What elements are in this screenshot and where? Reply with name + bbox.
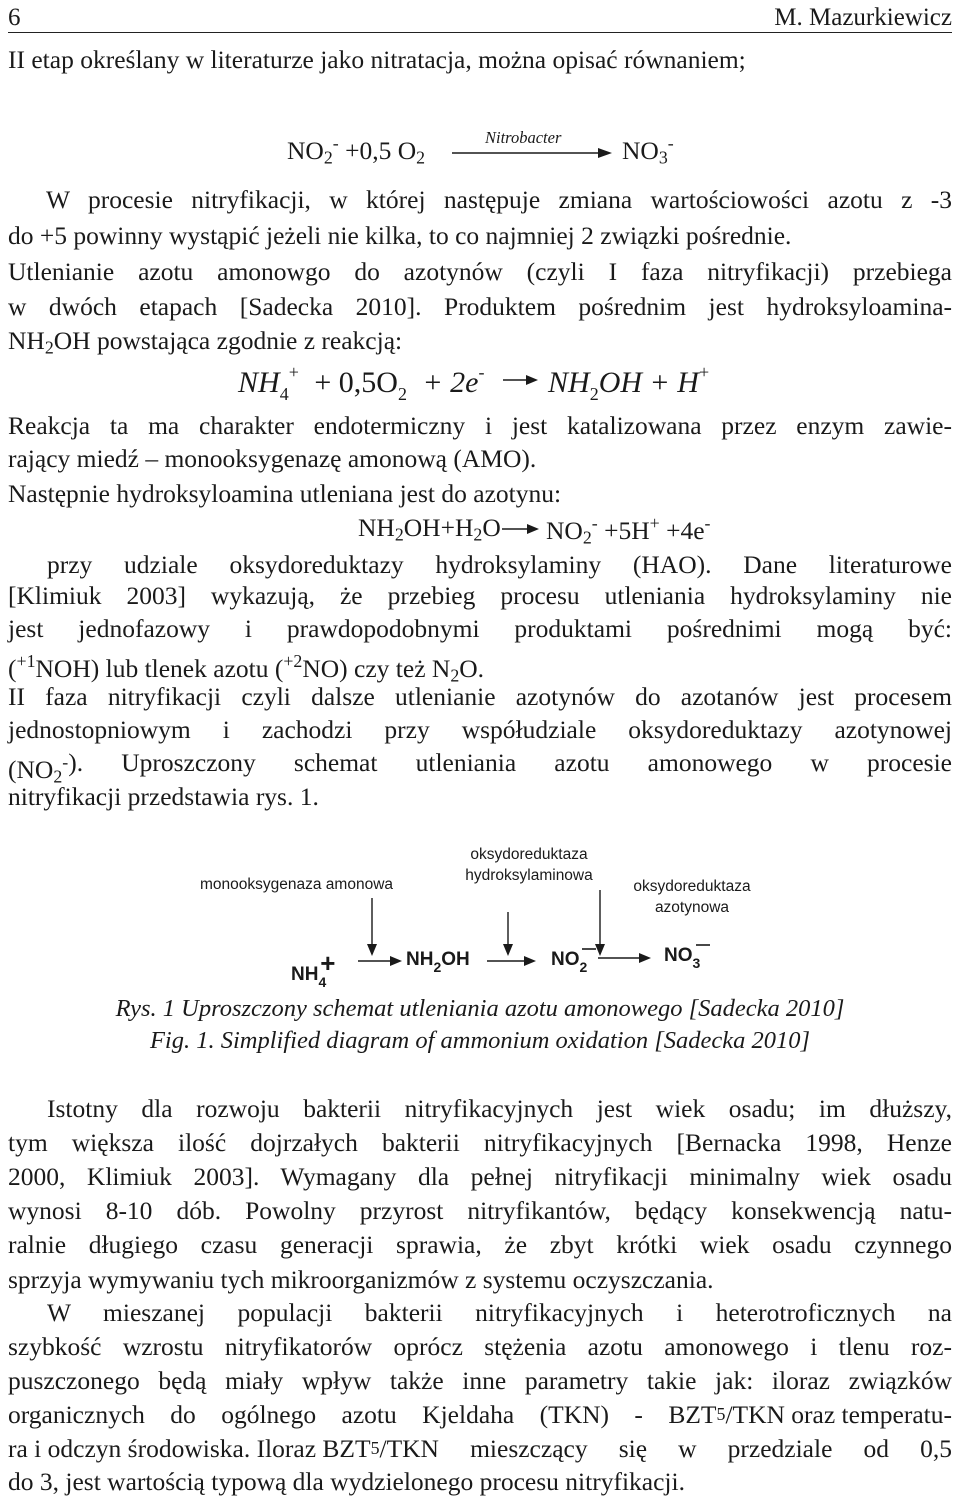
text-line: ralnie długiego czasu generacji sprawia, że zbyt krótki wiek osadu czynnego xyxy=(8,1230,952,1259)
text-span: O. xyxy=(459,653,485,683)
text-line: rający miedź – monooksygenazę amonową (AMO). xyxy=(8,444,537,473)
text-line: tym większa ilość dojrzałych bakterii nitryfikacyjnych [Bernacka 1998, Henze xyxy=(8,1128,952,1157)
text-line xyxy=(8,1399,952,1430)
text-line: do +5 powinny wystąpić jeżeli nie kilka, to co najmniej 2 związki pośrednie. xyxy=(8,221,792,250)
eq-sub: 3 xyxy=(658,147,668,168)
text-line: Utlenianie azotu amonowgo do azotynów (czyli I faza nitryfikacji) przebiega xyxy=(8,257,952,286)
chem-text: OH xyxy=(441,949,470,970)
eq-sup: + xyxy=(698,362,710,382)
eq-term: + 2e xyxy=(422,366,479,399)
figure-caption-en: Fig. 1. Simplified diagram of ammonium oxidation [Sadecka 2010] xyxy=(149,1027,811,1054)
eq-sup: - xyxy=(478,362,485,382)
chem-sub: 2 xyxy=(450,665,460,686)
text-line: szybkość wzrostu nitryfikatorów oprócz stężenia azotu amonowego i tlenu roz- xyxy=(8,1332,952,1361)
chem-sup: +2 xyxy=(283,651,303,671)
text-line: jest jednofazowy i prawdopodobnymi produktami pośrednimi mogą być: xyxy=(8,614,952,643)
text-line: II faza nitryfikacji czyli dalsze utlenianie azotynów do azotanów jest procesem xyxy=(8,682,952,711)
eq-sup: + xyxy=(288,362,299,382)
eq-term: OH + H xyxy=(598,366,699,399)
eq-term: NH xyxy=(548,366,590,399)
enzyme-label-line: azotynowa xyxy=(654,899,730,916)
enzyme-label-line: oksydoreduktaza xyxy=(633,878,751,895)
text-line: W procesie nitryfikacji, w której następuje zmiana wartościowości azotu z -3 xyxy=(46,185,952,214)
eq-sup: - xyxy=(704,513,711,533)
eq-term: O xyxy=(482,513,501,542)
eq-term: +0,5 O xyxy=(345,135,417,165)
text-line: sprzyja wymywaniu tych mikroorganizmów z systemu oczyszczania. xyxy=(8,1265,714,1294)
text-span: ( xyxy=(8,653,17,683)
eq-term: + 0,5O xyxy=(314,366,398,399)
chem-sub: 5 xyxy=(370,1438,380,1458)
eq-sub: 2 xyxy=(397,384,407,404)
text-line: w dwóch etapach [Sadecka 2010]. Produktem pośrednim jest hydroksyloamina- xyxy=(8,292,952,321)
eq-sub: 2 xyxy=(582,527,592,548)
text-line: przy udziale oksydoreduktazy hydroksylaminy (HAO). Dane literaturowe xyxy=(47,550,952,579)
figure-caption-pl: Rys. 1 Uproszczony schemat utleniania azotu amonowego [Sadecka 2010] xyxy=(115,995,845,1022)
eq-term: NO xyxy=(287,135,324,165)
text-span: NOH) lub tlenek azotu ( xyxy=(35,653,284,683)
text-line: do 3, jest wartością typową dla wydzielonego procesu nitryfikacji. xyxy=(8,1467,685,1496)
eq-sub: 2 xyxy=(394,524,404,545)
eq-sup: + xyxy=(649,513,660,533)
chem-text: NO xyxy=(664,945,693,966)
text-line: Reakcja ta ma charakter endotermiczny i jest katalizowana przez enzym zawie- xyxy=(8,411,952,440)
text-line: Następnie hydroksyloamina utleniana jest do azotynu: xyxy=(8,479,562,508)
eq-sup: - xyxy=(332,133,339,153)
text-span: ra i odczyn środowiska. Iloraz BZT xyxy=(8,1434,371,1463)
chem-text: NH xyxy=(8,326,45,355)
eq-sub: 2 xyxy=(416,147,426,168)
text-span: /TKN mieszczący się w przedziale od 0,5 xyxy=(379,1434,952,1463)
eq-term: +5H xyxy=(604,515,650,545)
text-span: OH powstająca zgodnie z reakcją: xyxy=(53,326,403,355)
eq-sub: 2 xyxy=(589,384,599,404)
text-line: 2000, Klimiuk 2003]. Wymagany dla pełnej nitryfikacji minimalny wiek osadu xyxy=(8,1162,952,1191)
chem-sub: 5 xyxy=(716,1404,726,1424)
enzyme-label-amo: monooksygenaza amonowa xyxy=(200,876,394,893)
chem-sup: - xyxy=(62,752,69,772)
text-line: [Klimiuk 2003] wykazują, że przebieg procesu utleniania hydroksylaminy nie xyxy=(8,581,952,610)
text-line: W mieszanej populacji bakterii nitryfikacyjnych i heterotroficznych na xyxy=(47,1298,952,1327)
chem-sub: 2 xyxy=(579,959,588,975)
text-line: puszczonego będą miały wpływ także inne parametry takie jak: iloraz związków xyxy=(8,1366,952,1395)
eq-sub: 2 xyxy=(473,524,483,545)
text-span: /TKN oraz temperatu- xyxy=(725,1400,952,1429)
chem-text: NH xyxy=(291,964,319,985)
chem-sub: 2 xyxy=(44,337,54,358)
eq-sub: 4 xyxy=(279,384,289,404)
page-number: 6 xyxy=(8,4,21,31)
chem-sub: 2 xyxy=(433,959,442,975)
eq-sub: 2 xyxy=(323,147,333,168)
chem-sup: +1 xyxy=(16,651,36,671)
text-line xyxy=(8,1433,952,1464)
text-span: organicznych do ogólnego azotu Kjeldaha (TKN) - BZT xyxy=(8,1400,717,1429)
eq-term: NH xyxy=(238,366,280,399)
chem-sup: + xyxy=(320,948,336,978)
enzyme-label-line: oksydoreduktaza xyxy=(470,846,588,863)
chem-text: NO xyxy=(551,949,580,970)
chem-sub: 3 xyxy=(692,955,701,971)
chem-text: NH xyxy=(406,949,434,970)
text-line: nitryfikacji przedstawia rys. 1. xyxy=(8,782,319,811)
arrow-label-nitrobacter: Nitrobacter xyxy=(485,128,562,147)
text-line: II etap określany w literaturze jako nitratacja, można opisać równaniem; xyxy=(8,45,746,74)
text-span: NO) czy też N xyxy=(302,653,451,683)
eq-term: +4e xyxy=(666,515,705,545)
eq-sup: - xyxy=(667,133,674,153)
eq-sup: - xyxy=(591,513,598,533)
text-line: Istotny dla rozwoju bakterii nitryfikacyjnych jest wiek osadu; im dłuższy, xyxy=(47,1094,952,1123)
eq-term: OH+H xyxy=(403,513,474,542)
text-span: ). Uproszczony schemat utleniania azotu amonowego w procesie xyxy=(68,748,952,777)
enzyme-label-line: hydroksylaminowa xyxy=(465,867,593,884)
eq-term: NO xyxy=(546,515,583,545)
eq-term: NH xyxy=(358,513,395,542)
text-line: wynosi 8-10 dób. Powolny przyrost nitryfikantów, będący konsekwencją natu- xyxy=(8,1196,952,1225)
text-span: (NO xyxy=(8,754,54,784)
chem-sub: 2 xyxy=(53,766,63,787)
eq-term: NO xyxy=(622,135,659,165)
running-author: M. Mazurkiewicz xyxy=(774,4,952,31)
text-line: jednostopniowym i zachodzi przy współudziale oksydoreduktazy azotynowej xyxy=(8,715,952,744)
chem-sub: 4 xyxy=(318,974,327,990)
